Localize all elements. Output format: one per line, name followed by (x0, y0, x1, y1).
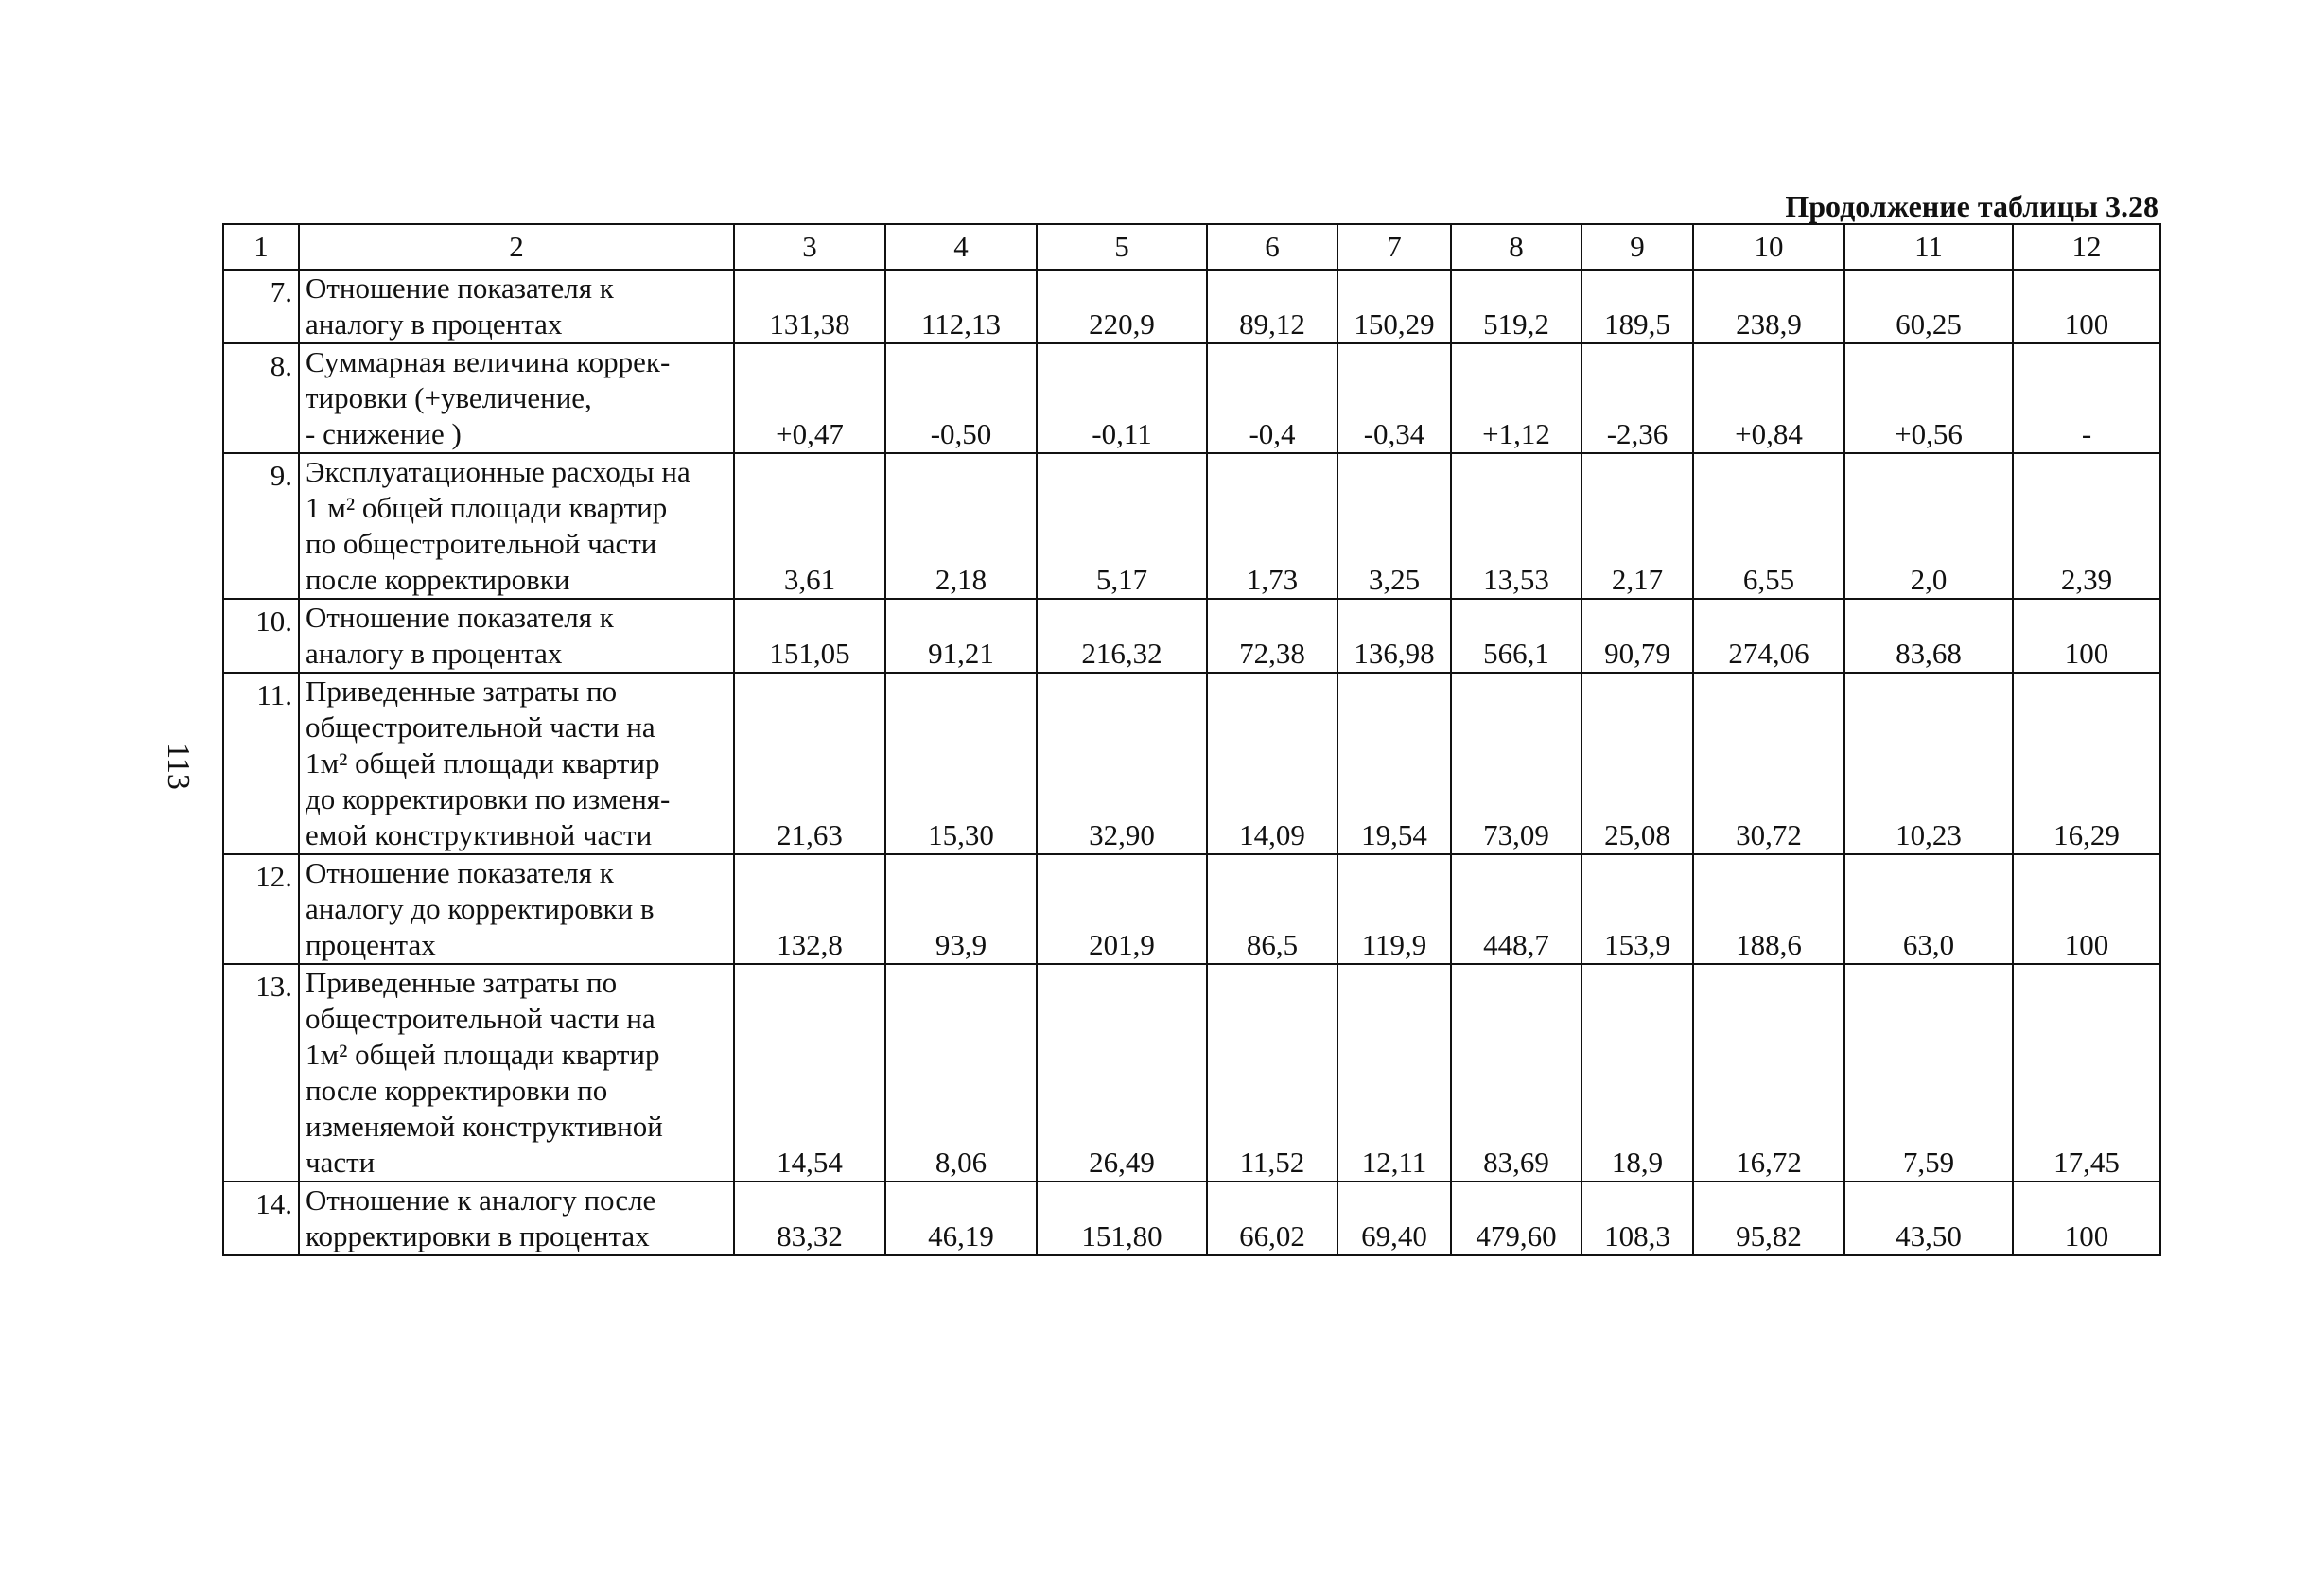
value-cell: 274,06 (1693, 599, 1844, 673)
value-cell: 95,82 (1693, 1182, 1844, 1255)
row-number: 8. (223, 343, 299, 453)
header-cell: 3 (734, 224, 885, 270)
value-cell: - (2013, 343, 2160, 453)
description-line: 1м² общей площади квартир (306, 1038, 660, 1071)
value-cell: 3,25 (1337, 453, 1451, 599)
description-line: Отношение показателя к (306, 856, 614, 889)
value-cell: +0,56 (1844, 343, 2013, 453)
value-cell: 2,0 (1844, 453, 2013, 599)
value-cell: 100 (2013, 270, 2160, 343)
description-line: до корректировки по изменя- (306, 782, 671, 815)
value-cell: 1,73 (1207, 453, 1337, 599)
value-cell: 100 (2013, 854, 2160, 964)
value-cell: -0,34 (1337, 343, 1451, 453)
row-description (299, 599, 734, 673)
row-number: 10. (223, 599, 299, 673)
description-line: 1 м² общей площади квартир (306, 491, 668, 524)
description-line: аналогу в процентах (306, 307, 563, 341)
description-line: Приведенные затраты по (306, 674, 618, 708)
value-cell: 100 (2013, 599, 2160, 673)
value-cell: 66,02 (1207, 1182, 1337, 1255)
value-cell: 131,38 (734, 270, 885, 343)
value-cell: 7,59 (1844, 964, 2013, 1182)
value-cell: 216,32 (1037, 599, 1207, 673)
table-row (223, 453, 2160, 599)
value-cell: 46,19 (885, 1182, 1037, 1255)
description-line: тировки (+увеличение, (306, 381, 592, 414)
value-cell: 189,5 (1581, 270, 1693, 343)
description-line: общестроительной части на (306, 1002, 655, 1035)
value-cell: -0,11 (1037, 343, 1207, 453)
description-line: - снижение ) (306, 417, 462, 450)
value-cell: 2,39 (2013, 453, 2160, 599)
value-cell: 19,54 (1337, 673, 1451, 854)
value-cell: 151,80 (1037, 1182, 1207, 1255)
value-cell: 5,17 (1037, 453, 1207, 599)
table-row (223, 343, 2160, 453)
value-cell: 8,06 (885, 964, 1037, 1182)
value-cell: 30,72 (1693, 673, 1844, 854)
value-cell: 63,0 (1844, 854, 2013, 964)
description-line: изменяемой конструктивной (306, 1110, 663, 1143)
table-row (223, 854, 2160, 964)
value-cell: 119,9 (1337, 854, 1451, 964)
value-cell: 448,7 (1451, 854, 1581, 964)
value-cell: 93,9 (885, 854, 1037, 964)
value-cell: 21,63 (734, 673, 885, 854)
header-cell: 6 (1207, 224, 1337, 270)
table-body (223, 270, 2160, 1255)
value-cell: 11,52 (1207, 964, 1337, 1182)
value-cell: 16,72 (1693, 964, 1844, 1182)
row-number: 13. (223, 964, 299, 1182)
header-cell: 2 (299, 224, 734, 270)
row-number: 7. (223, 270, 299, 343)
value-cell: +0,84 (1693, 343, 1844, 453)
header-cell: 8 (1451, 224, 1581, 270)
value-cell: 86,5 (1207, 854, 1337, 964)
description-line: Суммарная величина коррек- (306, 345, 671, 378)
value-cell: 89,12 (1207, 270, 1337, 343)
value-cell: 18,9 (1581, 964, 1693, 1182)
row-number: 11. (223, 673, 299, 854)
value-cell: 60,25 (1844, 270, 2013, 343)
table-row (223, 270, 2160, 343)
description-line: общестроительной части на (306, 710, 655, 744)
value-cell: 14,54 (734, 964, 885, 1182)
page-number: 113 (161, 743, 196, 790)
value-cell: 16,29 (2013, 673, 2160, 854)
value-cell: 108,3 (1581, 1182, 1693, 1255)
table-caption: Продолжение таблицы 3.28 (1785, 189, 2158, 223)
value-cell: 150,29 (1337, 270, 1451, 343)
value-cell: 10,23 (1844, 673, 2013, 854)
description-line: после корректировки (306, 563, 570, 596)
description-line: 1м² общей площади квартир (306, 746, 660, 779)
header-cell: 12 (2013, 224, 2160, 270)
value-cell: 83,32 (734, 1182, 885, 1255)
table-row (223, 599, 2160, 673)
value-cell: 69,40 (1337, 1182, 1451, 1255)
value-cell: -0,50 (885, 343, 1037, 453)
description-line: Отношение показателя к (306, 272, 614, 305)
header-cell: 1 (223, 224, 299, 270)
value-cell: 566,1 (1451, 599, 1581, 673)
value-cell: 15,30 (885, 673, 1037, 854)
value-cell: 91,21 (885, 599, 1037, 673)
value-cell: 72,38 (1207, 599, 1337, 673)
header-cell: 4 (885, 224, 1037, 270)
description-line: Отношение показателя к (306, 601, 614, 634)
row-description (299, 854, 734, 964)
value-cell: -2,36 (1581, 343, 1693, 453)
value-cell: 2,18 (885, 453, 1037, 599)
header-cell: 9 (1581, 224, 1693, 270)
value-cell: 153,9 (1581, 854, 1693, 964)
value-cell: 6,55 (1693, 453, 1844, 599)
value-cell: +1,12 (1451, 343, 1581, 453)
value-cell: 2,17 (1581, 453, 1693, 599)
value-cell: 13,53 (1451, 453, 1581, 599)
value-cell: 32,90 (1037, 673, 1207, 854)
value-cell: 25,08 (1581, 673, 1693, 854)
value-cell: 43,50 (1844, 1182, 2013, 1255)
description-line: аналогу в процентах (306, 637, 563, 670)
description-line: аналогу до корректировки в (306, 892, 655, 925)
row-description (299, 1182, 734, 1255)
value-cell: 17,45 (2013, 964, 2160, 1182)
description-line: Приведенные затраты по (306, 966, 618, 999)
value-cell: 188,6 (1693, 854, 1844, 964)
value-cell: 90,79 (1581, 599, 1693, 673)
description-line: по общестроительной части (306, 527, 657, 560)
value-cell: 238,9 (1693, 270, 1844, 343)
row-description (299, 453, 734, 599)
value-cell: 201,9 (1037, 854, 1207, 964)
description-line: части (306, 1146, 376, 1179)
description-line: после корректировки по (306, 1074, 608, 1107)
value-cell: 83,68 (1844, 599, 2013, 673)
row-number: 9. (223, 453, 299, 599)
value-cell: 519,2 (1451, 270, 1581, 343)
value-cell: 100 (2013, 1182, 2160, 1255)
description-line: процентах (306, 928, 436, 961)
value-cell: 14,09 (1207, 673, 1337, 854)
row-description (299, 673, 734, 854)
row-number: 14. (223, 1182, 299, 1255)
row-description (299, 964, 734, 1182)
description-line: Эксплуатационные расходы на (306, 455, 690, 488)
value-cell: 151,05 (734, 599, 885, 673)
header-cell: 11 (1844, 224, 2013, 270)
value-cell: 26,49 (1037, 964, 1207, 1182)
value-cell: 112,13 (885, 270, 1037, 343)
value-cell: 73,09 (1451, 673, 1581, 854)
row-description (299, 343, 734, 453)
value-cell: -0,4 (1207, 343, 1337, 453)
header-cell: 5 (1037, 224, 1207, 270)
description-line: корректировки в процентах (306, 1219, 650, 1252)
table-row (223, 964, 2160, 1182)
row-description (299, 270, 734, 343)
description-line: емой конструктивной части (306, 818, 653, 851)
value-cell: +0,47 (734, 343, 885, 453)
data-table (222, 223, 2161, 1256)
header-cell: 7 (1337, 224, 1451, 270)
value-cell: 132,8 (734, 854, 885, 964)
value-cell: 12,11 (1337, 964, 1451, 1182)
value-cell: 83,69 (1451, 964, 1581, 1182)
header-row (223, 224, 2160, 270)
value-cell: 136,98 (1337, 599, 1451, 673)
table-row (223, 1182, 2160, 1255)
value-cell: 3,61 (734, 453, 885, 599)
value-cell: 479,60 (1451, 1182, 1581, 1255)
header-cell: 10 (1693, 224, 1844, 270)
table-row (223, 673, 2160, 854)
value-cell: 220,9 (1037, 270, 1207, 343)
row-number: 12. (223, 854, 299, 964)
description-line: Отношение к аналогу после (306, 1183, 656, 1217)
